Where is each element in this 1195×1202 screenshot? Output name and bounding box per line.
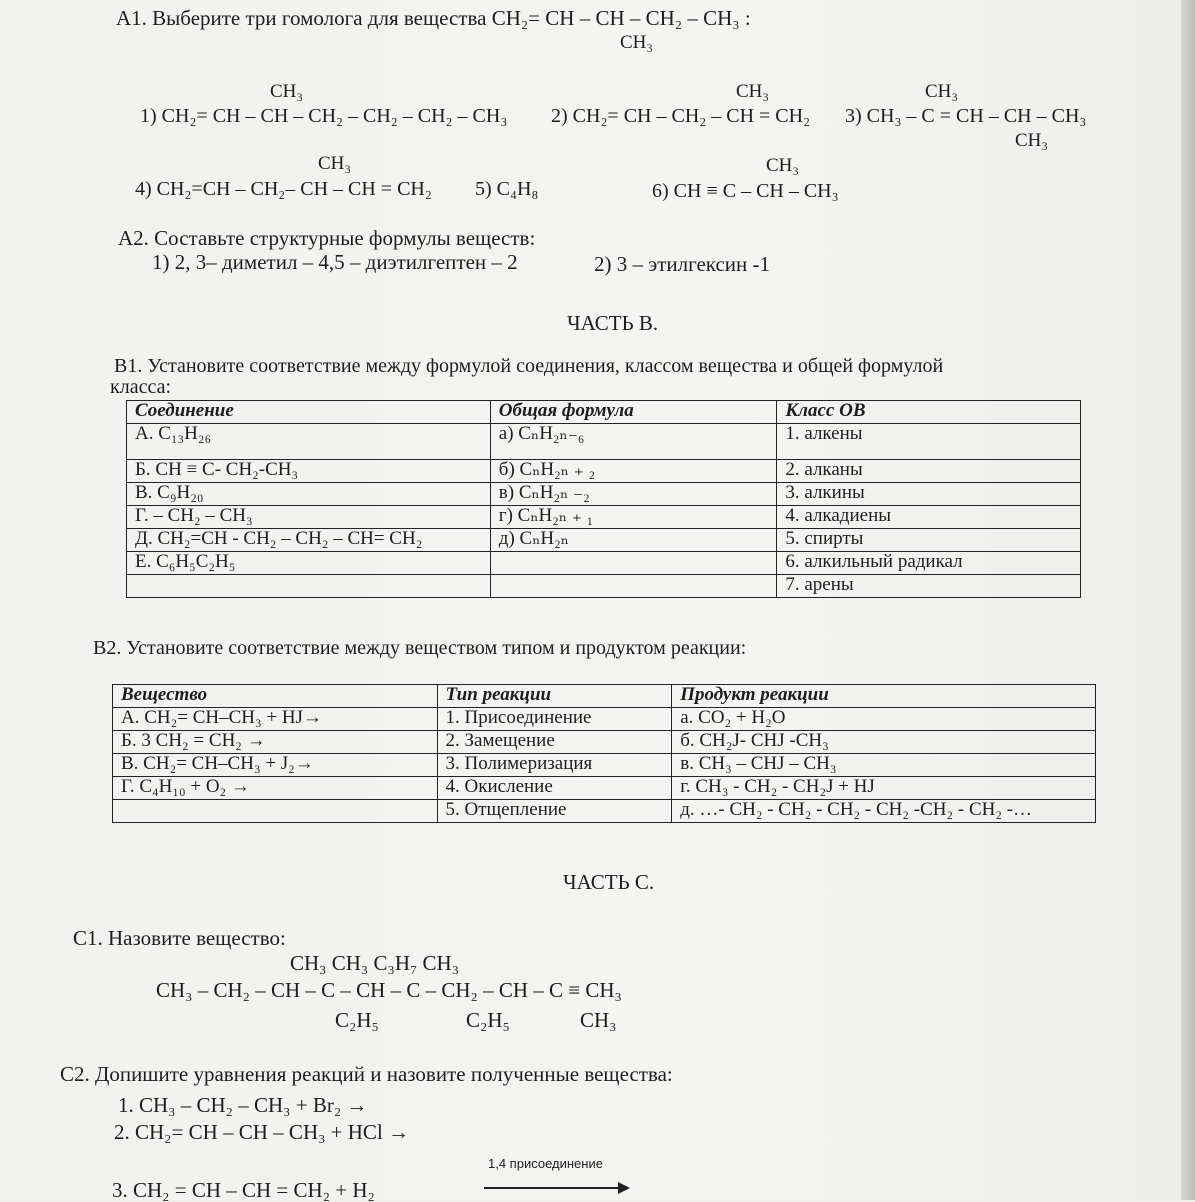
table-row <box>113 800 1096 823</box>
b1-table <box>126 400 1081 598</box>
b1-cell: в) CₙH₂ₙ ₋₂ <box>490 483 777 506</box>
table-row <box>127 552 1081 575</box>
reaction-arrow-icon <box>484 1187 628 1189</box>
a1-option2: 2) CH₂= CH – CH₂ – CH = CH₂ <box>551 105 811 127</box>
table-row <box>127 483 1081 506</box>
b1-question-line2: класса: <box>110 376 172 398</box>
c1-formula-bottom-3: CH₃ <box>580 1008 617 1032</box>
a1-option2-top: CH₃ <box>736 81 770 102</box>
c2-equation-3: 3. CH₂ = CH – CH = CH₂ + H₂ <box>112 1178 375 1202</box>
b2-cell: 5. Отщепление <box>437 800 672 823</box>
b2-cell: Г. C₄H₁₀ + O₂ → <box>113 777 438 800</box>
table-row <box>127 506 1081 529</box>
table-row <box>113 777 1096 800</box>
b2-cell: А. CH₂= CH–CH₃ + HJ→ <box>113 708 438 731</box>
b1-cell <box>490 575 777 598</box>
b1-table-header <box>127 401 1081 424</box>
table-row <box>113 731 1096 754</box>
b2-cell <box>113 800 438 823</box>
c1-formula-main: CH₃ – CH₂ – CH – C – CH – C – CH₂ – CH – C ≡ CH₃ <box>156 978 622 1002</box>
a2-item2: 2) 3 – этилгексин -1 <box>594 252 771 276</box>
b2-cell: 4. Окисление <box>437 777 672 800</box>
part-b-title: ЧАСТЬ В. <box>567 311 659 335</box>
b2-table-header <box>113 685 1096 708</box>
a1-question: A1. Выберите три гомолога для вещества CH₂= CH – CH – CH₂ – CH₃ : <box>116 6 751 30</box>
b1-cell <box>490 552 777 575</box>
b1-cell <box>127 575 491 598</box>
c1-formula-bottom-2: C₂H₅ <box>466 1008 510 1032</box>
a2-question: A2. Составьте структурные формулы веществ: <box>118 226 536 250</box>
part-c-title: ЧАСТЬ С. <box>563 870 655 894</box>
b1-cell: 2. алканы <box>777 460 1081 483</box>
b1-cell: 1. алкены <box>777 424 1081 460</box>
b2-header-substance: Вещество <box>113 685 438 708</box>
b2-cell: 1. Присоединение <box>437 708 672 731</box>
b1-cell: б) CₙH₂ₙ ₊ ₂ <box>490 460 777 483</box>
b1-cell: 6. алкильный радикал <box>777 552 1081 575</box>
b2-cell: 2. Замещение <box>437 731 672 754</box>
a1-option4: 4) CH₂=CH – CH₂– CH – CH = CH₂ <box>135 178 432 200</box>
a1-option1-top: CH₃ <box>270 81 304 102</box>
table-row <box>127 460 1081 483</box>
b1-cell: Д. CH₂=CH - CH₂ – CH₂ – CH= CH₂ <box>127 529 491 552</box>
b1-cell: В. C₉H₂₀ <box>127 483 491 506</box>
a1-substituent: CH₃ <box>620 32 654 53</box>
b2-header-reaction-type: Тип реакции <box>437 685 672 708</box>
c2-equation-2: 2. CH₂= CH – CH – CH₃ + HCl → <box>114 1120 410 1144</box>
c1-formula-bottom-1: C₂H₅ <box>335 1008 379 1032</box>
b2-table <box>112 684 1096 823</box>
a1-option4-top: CH₃ <box>318 153 352 174</box>
b1-cell: Б. CH ≡ C- CH₂-CH₃ <box>127 460 491 483</box>
c2-equation-1: 1. CH₃ – CH₂ – CH₃ + Br₂ → <box>118 1093 368 1117</box>
b2-cell: б. CH₂J- CHJ -CH₃ <box>672 731 1096 754</box>
b1-question-line1: B1. Установите соответствие между формулой соединения, классом вещества и общей формулой <box>114 355 944 377</box>
b1-cell: д) CₙH₂ₙ <box>490 529 777 552</box>
a1-option5: 5) C₄H₈ <box>475 178 539 200</box>
b2-cell: В. CH₂= CH–CH₃ + J₂→ <box>113 754 438 777</box>
page-edge <box>1181 0 1195 1200</box>
table-row <box>127 529 1081 552</box>
b2-cell: а. CO₂ + H₂O <box>672 708 1096 731</box>
b1-header-compound: Соединение <box>127 401 491 424</box>
a2-item1: 1) 2, 3– диметил – 4,5 – диэтилгептен – 2 <box>152 250 518 274</box>
b2-cell: д. …- CH₂ - CH₂ - CH₂ - CH₂ -CH₂ - CH₂ -… <box>672 800 1096 823</box>
c2-arrow-label: 1,4 присоединение <box>488 1156 603 1171</box>
c1-question: C1. Назовите вещество: <box>73 926 286 950</box>
b2-question: B2. Установите соответствие между веществом типом и продуктом реакции: <box>93 637 747 659</box>
a1-option6-top: CH₃ <box>766 155 800 176</box>
b1-header-formula: Общая формула <box>490 401 777 424</box>
a1-option3: 3) CH₃ – C = CH – CH – CH₃ <box>845 105 1087 127</box>
table-row <box>127 424 1081 460</box>
b2-cell: г. CH₃ - CH₂ - CH₂J + HJ <box>672 777 1096 800</box>
table-row <box>127 575 1081 598</box>
b1-cell: 4. алкадиены <box>777 506 1081 529</box>
c1-formula-top: CH₃ CH₃ C₃H₇ CH₃ <box>290 951 460 975</box>
a1-option3-top: CH₃ <box>925 81 959 102</box>
a1-option3-bottom: CH₃ <box>1015 130 1049 151</box>
b1-cell: 5. спирты <box>777 529 1081 552</box>
b1-cell: 7. арены <box>777 575 1081 598</box>
b1-cell: 3. алкины <box>777 483 1081 506</box>
b2-cell: в. CH₃ – CHJ – CH₃ <box>672 754 1096 777</box>
b1-cell: Е. C₆H₅C₂H₅ <box>127 552 491 575</box>
b1-cell: а) CₙH₂ₙ₋₆ <box>490 424 777 460</box>
c2-question: C2. Допишите уравнения реакций и назовите полученные вещества: <box>60 1062 673 1086</box>
b1-cell: г) CₙH₂ₙ ₊ ₁ <box>490 506 777 529</box>
a1-option1: 1) CH₂= CH – CH – CH₂ – CH₂ – CH₂ – CH₃ <box>140 105 508 127</box>
b2-cell: 3. Полимеризация <box>437 754 672 777</box>
table-row <box>113 754 1096 777</box>
b2-header-product: Продукт реакции <box>672 685 1096 708</box>
b2-cell: Б. 3 CH₂ = CH₂ → <box>113 731 438 754</box>
b1-cell: Г. – CH₂ – CH₃ <box>127 506 491 529</box>
b1-header-class: Класс ОВ <box>777 401 1081 424</box>
b1-cell: А. C₁₃H₂₆ <box>127 424 491 460</box>
table-row <box>113 708 1096 731</box>
a1-option6: 6) CH ≡ C – CH – CH₃ <box>652 180 839 202</box>
